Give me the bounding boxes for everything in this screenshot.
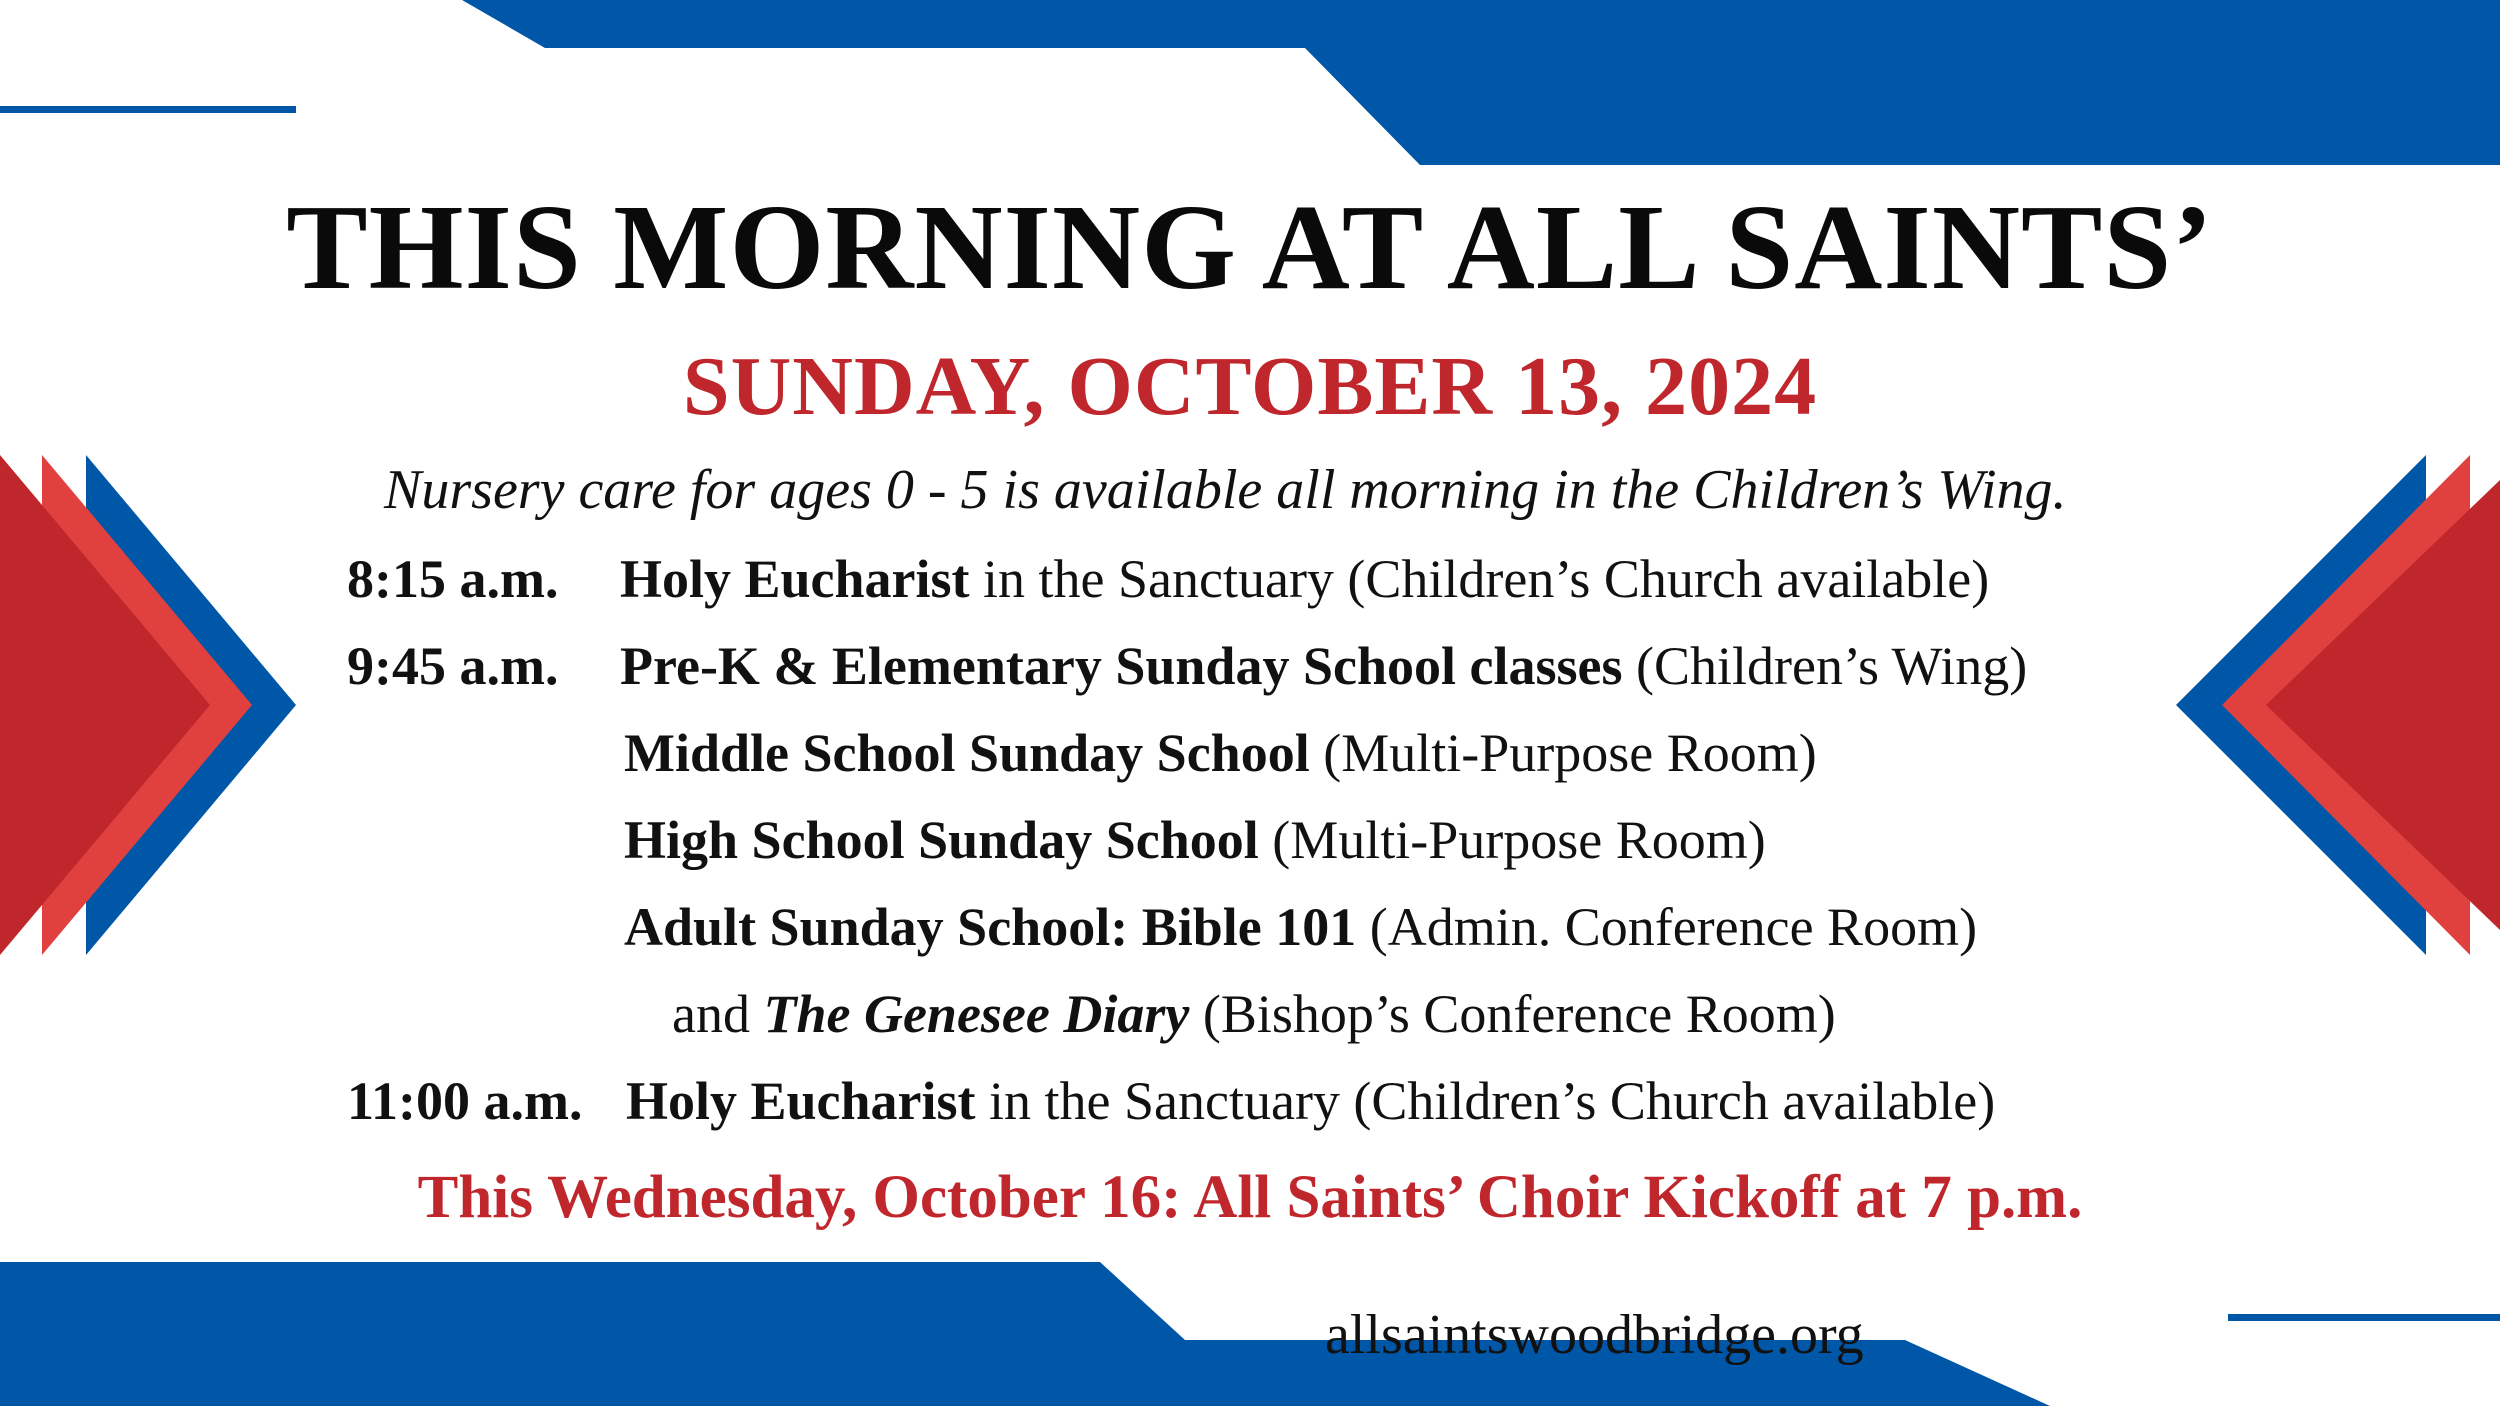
schedule-event: Holy Eucharist — [620, 549, 970, 609]
schedule-prefix: and — [672, 984, 764, 1044]
schedule-event: High School Sunday School — [624, 810, 1259, 870]
top-left-line — [0, 106, 296, 113]
schedule-event: Middle School Sunday School — [624, 723, 1310, 783]
bottom-right-line — [2228, 1314, 2500, 1321]
schedule-location: in the Sanctuary (Children’s Church available) — [975, 1071, 1996, 1131]
schedule-event: Holy Eucharist — [626, 1071, 976, 1131]
schedule-location: (Children’s Wing) — [1622, 636, 2028, 696]
schedule-location: (Multi-Purpose Room) — [1309, 723, 1817, 783]
top-blue-band — [462, 0, 2500, 165]
schedule-time: 8:15 a.m. — [347, 549, 559, 609]
page-title: THIS MORNING AT ALL SAINTS’ — [286, 180, 2214, 315]
schedule-location: in the Sanctuary (Children’s Church available) — [969, 549, 1990, 609]
event-date: SUNDAY, OCTOBER 13, 2024 — [682, 340, 1818, 433]
schedule-location: (Multi-Purpose Room) — [1258, 810, 1766, 870]
schedule-location: (Bishop’s Conference Room) — [1189, 984, 1836, 1044]
nursery-note: Nursery care for ages 0 - 5 is available all morning in the Children’s Wing. — [384, 459, 2067, 521]
choir-announcement: This Wednesday, October 16: All Saints’ Choir Kickoff at 7 p.m. — [417, 1164, 2083, 1231]
schedule-event: The Genesee Diary — [763, 984, 1190, 1044]
schedule-location: (Admin. Conference Room) — [1356, 897, 1978, 957]
schedule-event: Adult Sunday School: Bible 101 — [624, 897, 1357, 957]
website-link[interactable]: allsaintswoodbridge.org — [1325, 1304, 1864, 1366]
schedule-time: 11:00 a.m. — [347, 1071, 583, 1131]
schedule-time: 9:45 a.m. — [347, 636, 559, 696]
schedule-event: Pre-K & Elementary Sunday School classes — [620, 636, 1623, 696]
